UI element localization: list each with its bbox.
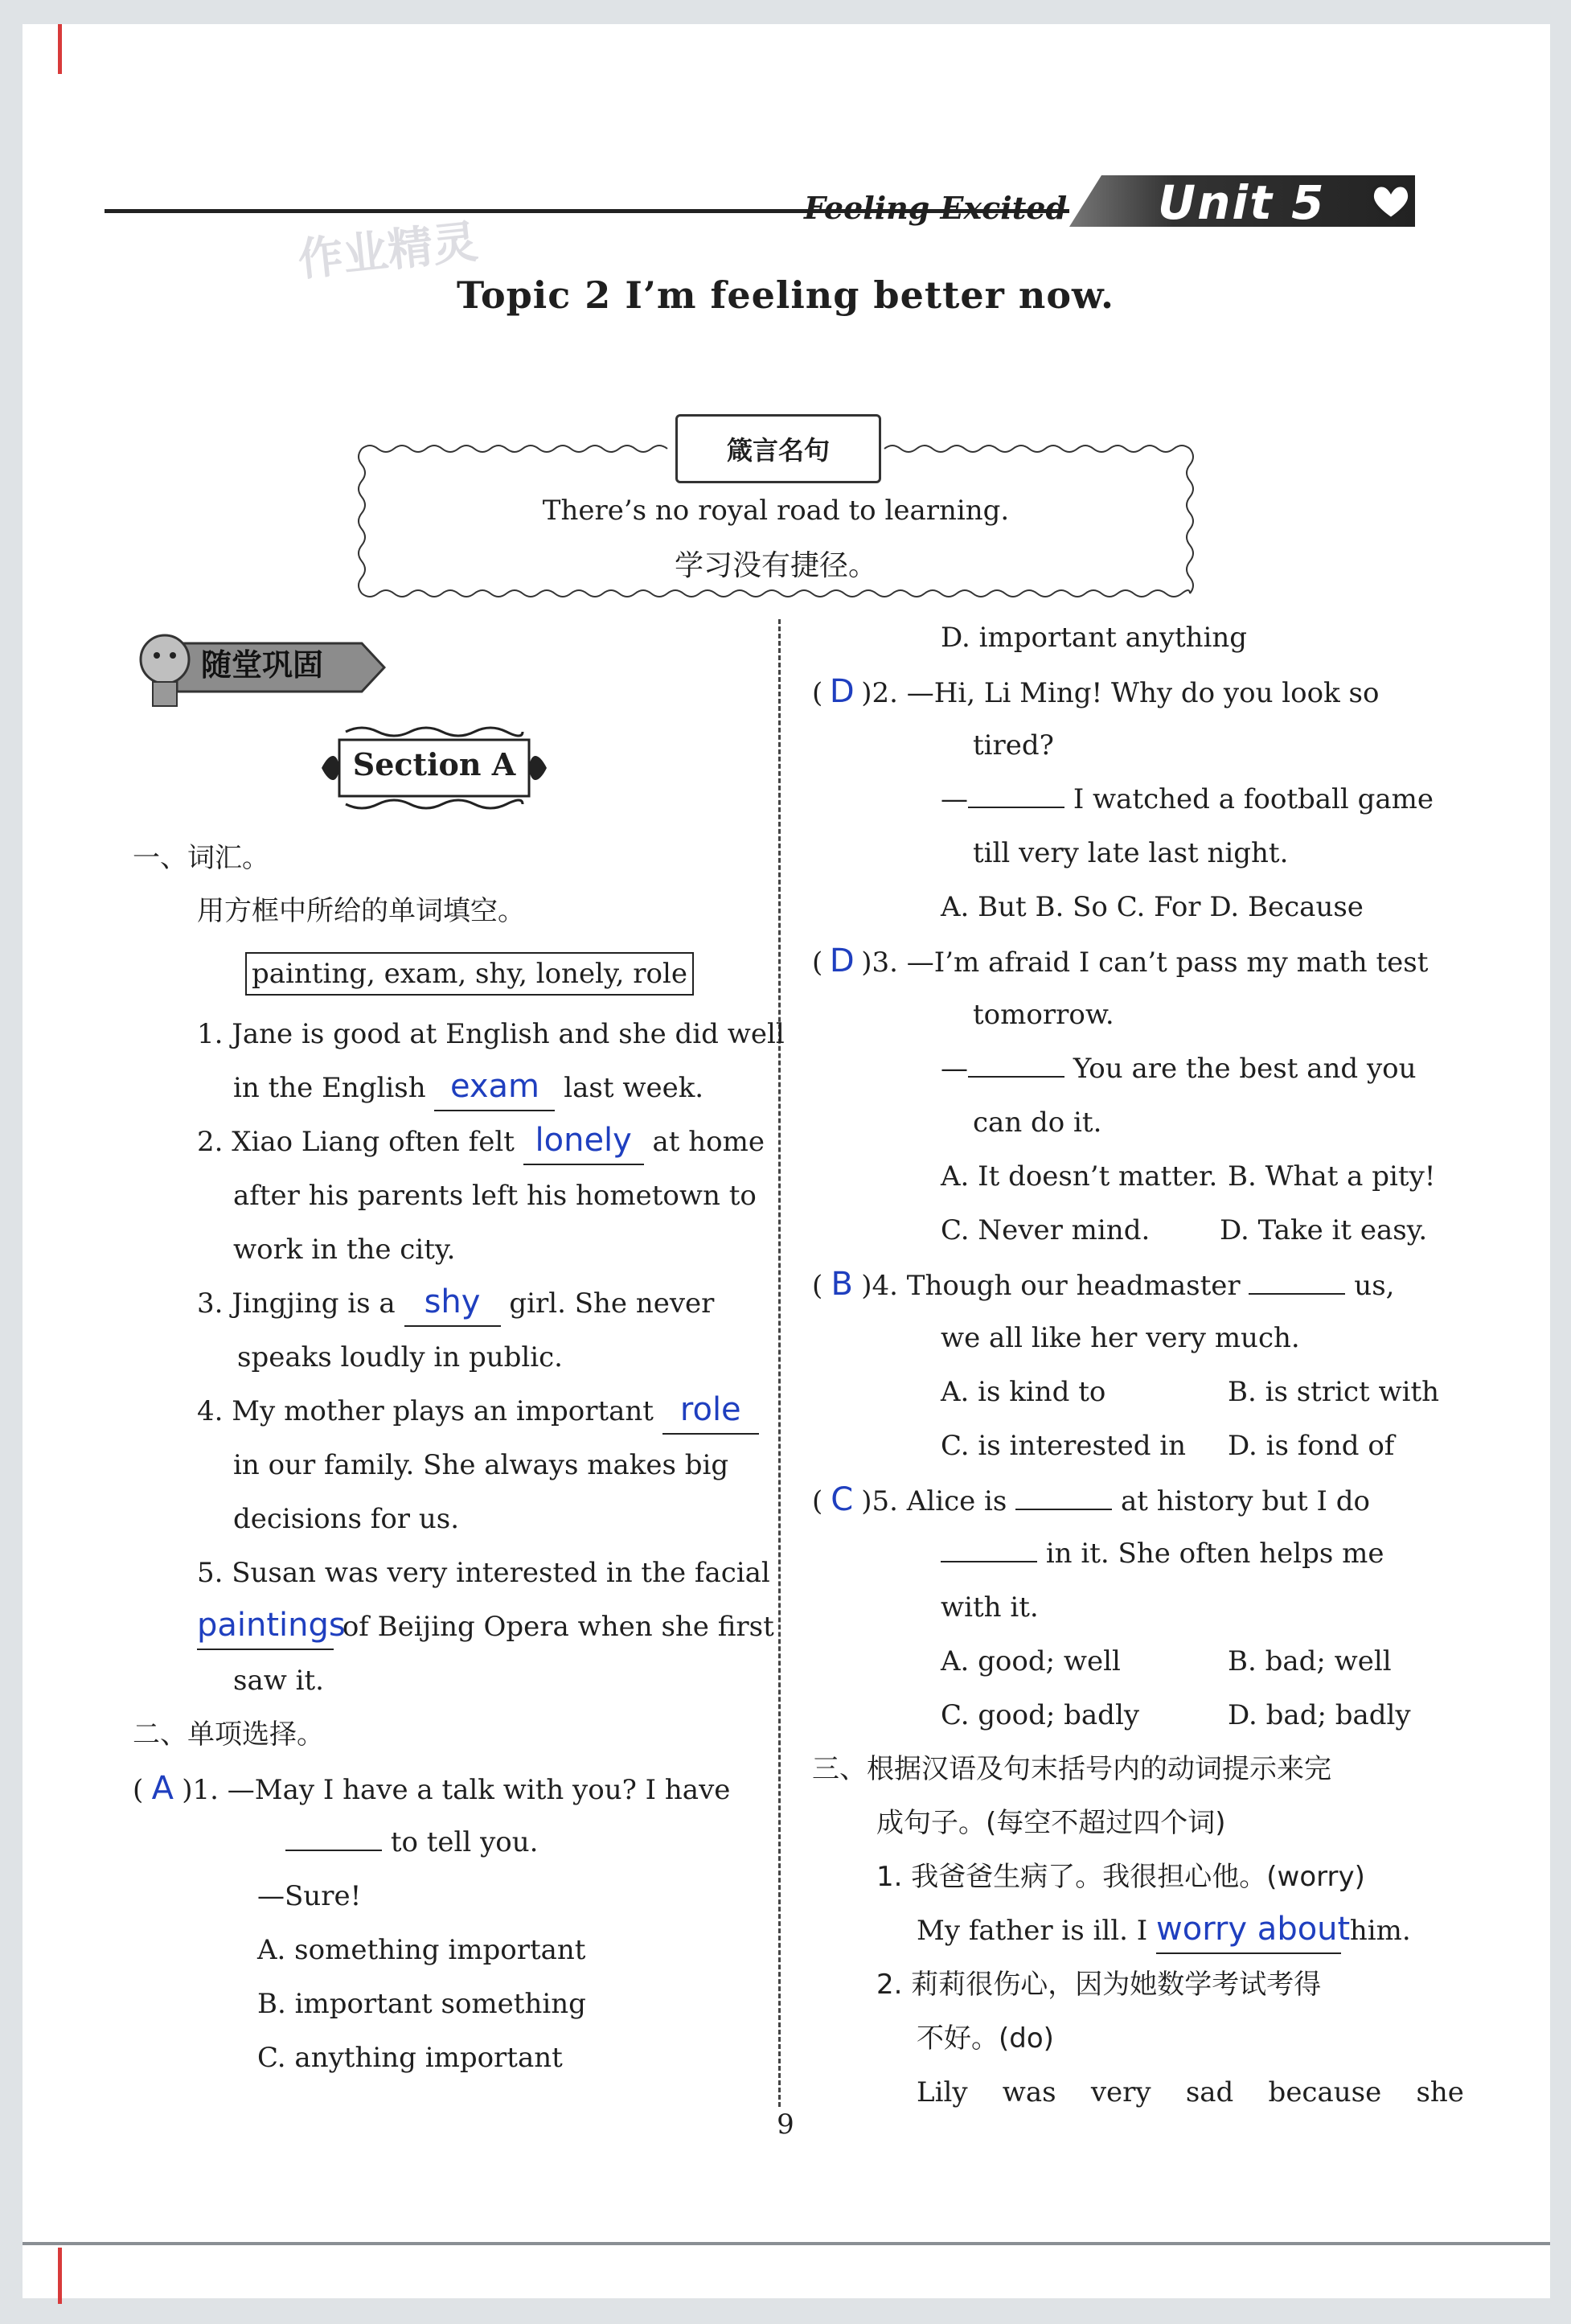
vocab-q1-post: last week. <box>564 1072 704 1104</box>
translate-q1-blank <box>1156 1907 1351 1954</box>
vocab-q5-line1: 5. Susan was very interested in the facial <box>197 1557 770 1589</box>
mc-q3-stem3: You are the best and you <box>1073 1053 1417 1085</box>
vocab-q3-line2: speaks loudly in public. <box>237 1341 563 1373</box>
vocab-q2-line3: work in the city. <box>233 1234 456 1266</box>
vocab-q3-post: girl. She never <box>509 1287 715 1320</box>
vocab-q1-line1: 1. Jane is good at English and she did well <box>197 1018 785 1050</box>
page-number: 9 <box>777 2108 794 2141</box>
mc-q4-line2: we all like her very much. <box>941 1322 1300 1354</box>
translate-q2-chinese-line1: 2. 莉莉很伤心，因为她数学考试考得 <box>876 1969 1322 2001</box>
mc-q5-option-c: C. good; badly <box>941 1699 1140 1731</box>
mc-q5-blank1 <box>1015 1509 1112 1510</box>
mc-q4-option-b: B. is strict with <box>1228 1376 1440 1408</box>
mc-q1-stem: )1. —May I have a talk with you? I have <box>182 1774 731 1806</box>
vocab-q2-pre: 2. Xiao Liang often felt <box>197 1126 515 1158</box>
mc-q3-line3: — You are the best and you <box>941 1053 1417 1085</box>
mc-q3-answer: D <box>829 942 855 979</box>
translate-q1-answer: worry about <box>1156 1911 1351 1948</box>
unit-label: Unit 5 <box>1158 175 1326 230</box>
mc-q1-stem2: to tell you. <box>390 1826 539 1858</box>
mc-q2-line4: till very late last night. <box>973 837 1289 869</box>
vocab-q2-post: at home <box>652 1126 765 1158</box>
vocab-q5-post: of Beijing Opera when she first <box>342 1611 774 1643</box>
vocab-q5-line3: saw it. <box>233 1665 324 1697</box>
mc-q3-option-c: C. Never mind. <box>941 1214 1151 1246</box>
vocab-q5-answer: paintings <box>197 1607 346 1644</box>
translate-q1-english <box>917 1904 1411 1958</box>
word-box: painting, exam, shy, lonely, role <box>245 952 694 996</box>
vocab-q4-line2: in our family. She always makes big <box>233 1449 729 1481</box>
mc-q4-blank <box>1249 1293 1345 1295</box>
topic-title: Topic 2 I’m feeling better now. <box>457 273 1114 317</box>
mc-q4-answer: B <box>831 1266 853 1303</box>
mc-q2-answer: D <box>829 673 855 710</box>
vocab-q4-answer: role <box>679 1391 741 1428</box>
mc-q2-stem: )2. —Hi, Li Ming! Why do you look so <box>861 677 1380 709</box>
quote-chinese: 学习没有捷径。 <box>674 549 877 582</box>
mc-q3-option-a: A. It doesn’t matter. <box>941 1160 1218 1193</box>
part3-heading-line1: 三、根据汉语及句末括号内的动词提示来完 <box>812 1753 1331 1785</box>
mc-q3-blank <box>968 1076 1064 1078</box>
vocab-q3-answer: shy <box>424 1283 481 1320</box>
mc-q5-option-a: A. good; well <box>941 1645 1121 1677</box>
mc-q4-stem-post: us, <box>1354 1270 1395 1302</box>
section-title: Section A <box>352 746 516 782</box>
mc-q5-stem-post: at history but I do <box>1121 1485 1370 1517</box>
mc-q1-answer: A <box>151 1770 174 1807</box>
translate-q1-pre: My father is ill. I <box>917 1915 1148 1947</box>
mc-q5-line3: with it. <box>941 1591 1039 1624</box>
translate-q2-english: Lily was very sad because she <box>917 2076 1464 2108</box>
mc-q3-line1: ( D )3. —I’m afraid I can’t pass my math test <box>812 934 1428 990</box>
vocab-q1-pre: in the English <box>233 1072 426 1104</box>
mc-q2-options: A. But B. So C. For D. Because <box>941 891 1364 923</box>
mc-q1-line3: —Sure! <box>257 1880 362 1912</box>
mc-q3-option-d: D. Take it easy. <box>1220 1214 1428 1246</box>
mc-q4-stem: )4. Though our headmaster <box>861 1270 1241 1302</box>
mc-q5-option-d: D. bad; badly <box>1228 1699 1411 1731</box>
watermark: 作业精灵 <box>295 216 481 287</box>
footer-line <box>23 2242 1550 2245</box>
part2-heading: 二、单项选择。 <box>133 1718 324 1751</box>
mc-q3-stem: )3. —I’m afraid I can’t pass my math test <box>861 946 1429 979</box>
mc-q5-stem2: in it. She often helps me <box>1045 1538 1384 1570</box>
mc-q3-line2: tomorrow. <box>973 999 1114 1031</box>
vocab-q2-answer: lonely <box>535 1122 632 1159</box>
mc-q2-line3: — I watched a football game <box>941 783 1434 815</box>
vocab-q2-line2: after his parents left his hometown to <box>233 1180 757 1212</box>
mc-q4-option-c: C. is interested in <box>941 1430 1187 1462</box>
mc-q5-line2 <box>941 1527 1384 1581</box>
mc-q2-stem3: I watched a football game <box>1073 783 1434 815</box>
quote-badge: 箴言名句 <box>675 414 881 483</box>
mc-q1-option-c: C. anything important <box>257 2042 563 2074</box>
mc-q2-line1: ( D )2. —Hi, Li Ming! Why do you look so <box>812 665 1379 721</box>
part3-heading-line2: 成句子。(每空不超过四个词) <box>876 1807 1226 1839</box>
mc-q4-option-d: D. is fond of <box>1228 1430 1395 1462</box>
translate-q1-chinese: 1. 我爸爸生病了。我很担心他。(worry) <box>876 1861 1365 1893</box>
mc-q2-blank <box>968 807 1064 808</box>
mc-q5-blank2 <box>941 1561 1037 1562</box>
header-subtitle: Feeling Excited <box>804 190 1068 226</box>
mc-q5-answer: C <box>831 1481 854 1518</box>
mc-q3-line4: can do it. <box>973 1107 1102 1139</box>
translate-q1-post: him. <box>1349 1915 1411 1947</box>
mc-q5-option-b: B. bad; well <box>1228 1645 1392 1677</box>
part1-instruction: 用方框中所给的单词填空。 <box>197 895 525 927</box>
vocab-q4-pre: 4. My mother plays an important <box>197 1395 654 1427</box>
part1-heading: 一、词汇。 <box>133 842 269 874</box>
mc-q1-line1: ( A )1. —May I have a talk with you? I have <box>133 1762 730 1817</box>
mc-q5-stem: )5. Alice is <box>861 1485 1007 1517</box>
translate-q2-chinese-line2: 不好。(do) <box>917 2022 1054 2055</box>
vocab-q1-answer: exam <box>449 1068 539 1105</box>
vocab-q4-line3: decisions for us. <box>233 1503 460 1535</box>
quote-english: There’s no royal road to learning. <box>542 495 1010 527</box>
mc-q3-option-b: B. What a pity! <box>1228 1160 1436 1193</box>
vocab-q3-pre: 3. Jingjing is a <box>197 1287 396 1320</box>
mc-q4-option-a: A. is kind to <box>941 1376 1106 1408</box>
mc-q1-option-d: D. important anything <box>941 622 1248 654</box>
mc-q4-line1: ( B )4. Though our headmaster us, <box>812 1258 1394 1313</box>
banner-label: 随堂巩固 <box>201 647 324 683</box>
mc-q1-option-b: B. important something <box>257 1988 586 2020</box>
mc-q1-option-a: A. something important <box>257 1934 586 1966</box>
mc-q5-line1: ( C )5. Alice is at history but I do <box>812 1473 1370 1529</box>
mc-q2-line2: tired? <box>973 729 1054 762</box>
